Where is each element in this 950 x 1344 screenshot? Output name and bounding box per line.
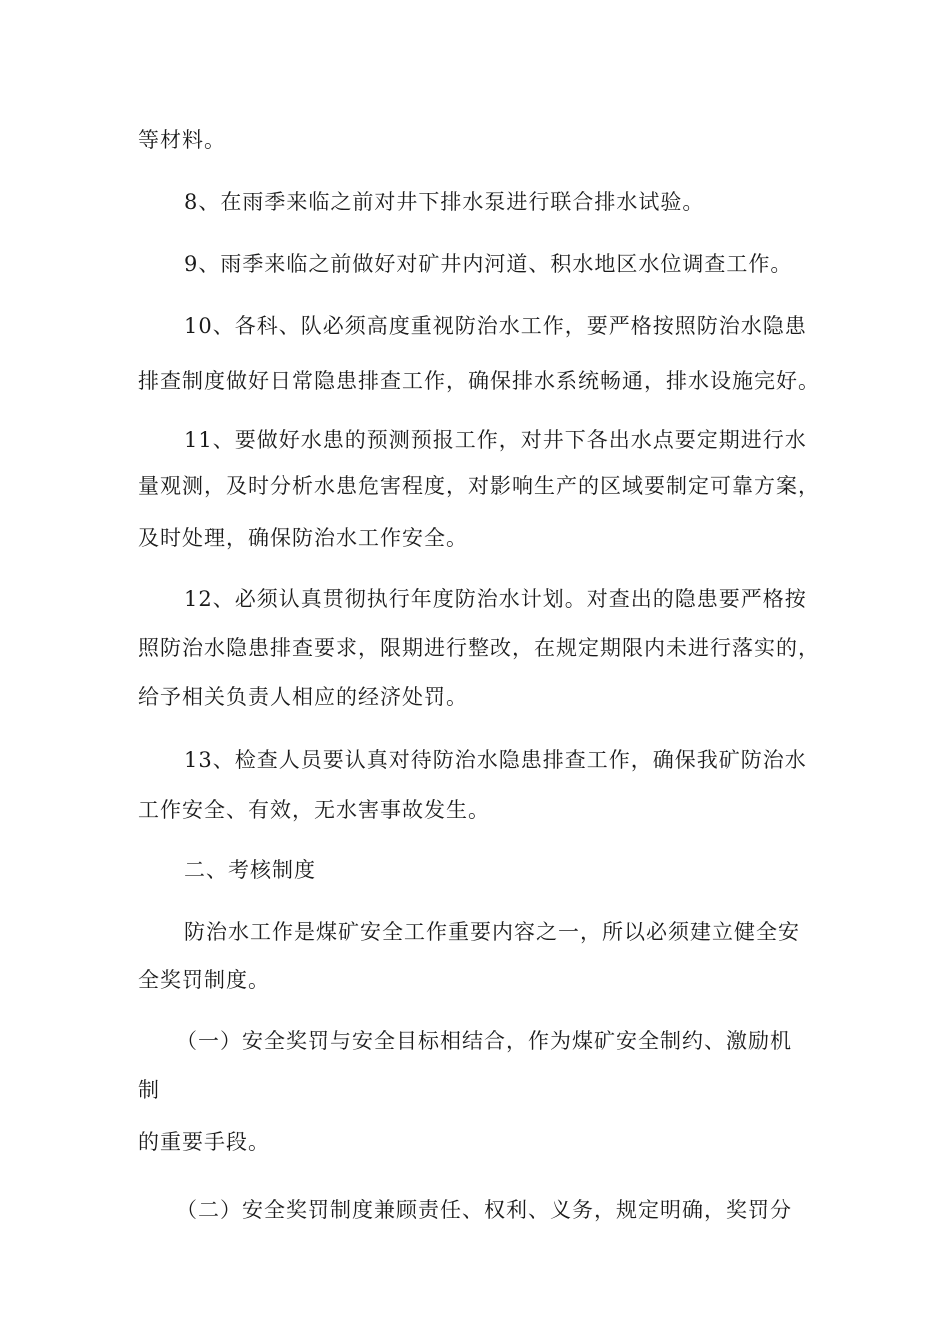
text-line: 及时处理，确保防治水工作安全。: [138, 526, 468, 550]
text-line: 10、各科、队必须高度重视防治水工作，要严格按照防治水隐患: [184, 314, 807, 338]
text-line: 的重要手段。: [138, 1130, 270, 1154]
text-line: 9、雨季来临之前做好对矿井内河道、积水地区水位调查工作。: [184, 252, 793, 276]
text-line: 防治水工作是煤矿安全工作重要内容之一，所以必须建立健全安: [184, 920, 800, 944]
text-line: 全奖罚制度。: [138, 968, 270, 992]
text-line: 11、要做好水患的预测预报工作，对井下各出水点要定期进行水: [184, 428, 807, 452]
text-line: 制: [138, 1078, 160, 1102]
text-line: 照防治水隐患排查要求，限期进行整改，在规定期限内未进行落实的，: [138, 636, 820, 660]
text-line: 12、必须认真贯彻执行年度防治水计划。对查出的隐患要严格按: [184, 587, 807, 611]
text-line: （二）安全奖罚制度兼顾责任、权利、义务，规定明确，奖罚分: [176, 1198, 792, 1222]
text-line: 等材料。: [138, 128, 226, 152]
text-line: 排查制度做好日常隐患排查工作，确保排水系统畅通，排水设施完好。: [138, 369, 820, 393]
text-line: 工作安全、有效，无水害事故发生。: [138, 798, 490, 822]
text-line: 13、检查人员要认真对待防治水隐患排查工作，确保我矿防治水: [184, 748, 807, 772]
text-line: 量观测，及时分析水患危害程度，对影响生产的区域要制定可靠方案，: [138, 474, 820, 498]
text-line: 给予相关负责人相应的经济处罚。: [138, 685, 468, 709]
text-line: （一）安全奖罚与安全目标相结合，作为煤矿安全制约、激励机: [176, 1029, 792, 1053]
section-heading: 二、考核制度: [184, 858, 316, 882]
text-line: 8、在雨季来临之前对井下排水泵进行联合排水试验。: [184, 190, 705, 214]
